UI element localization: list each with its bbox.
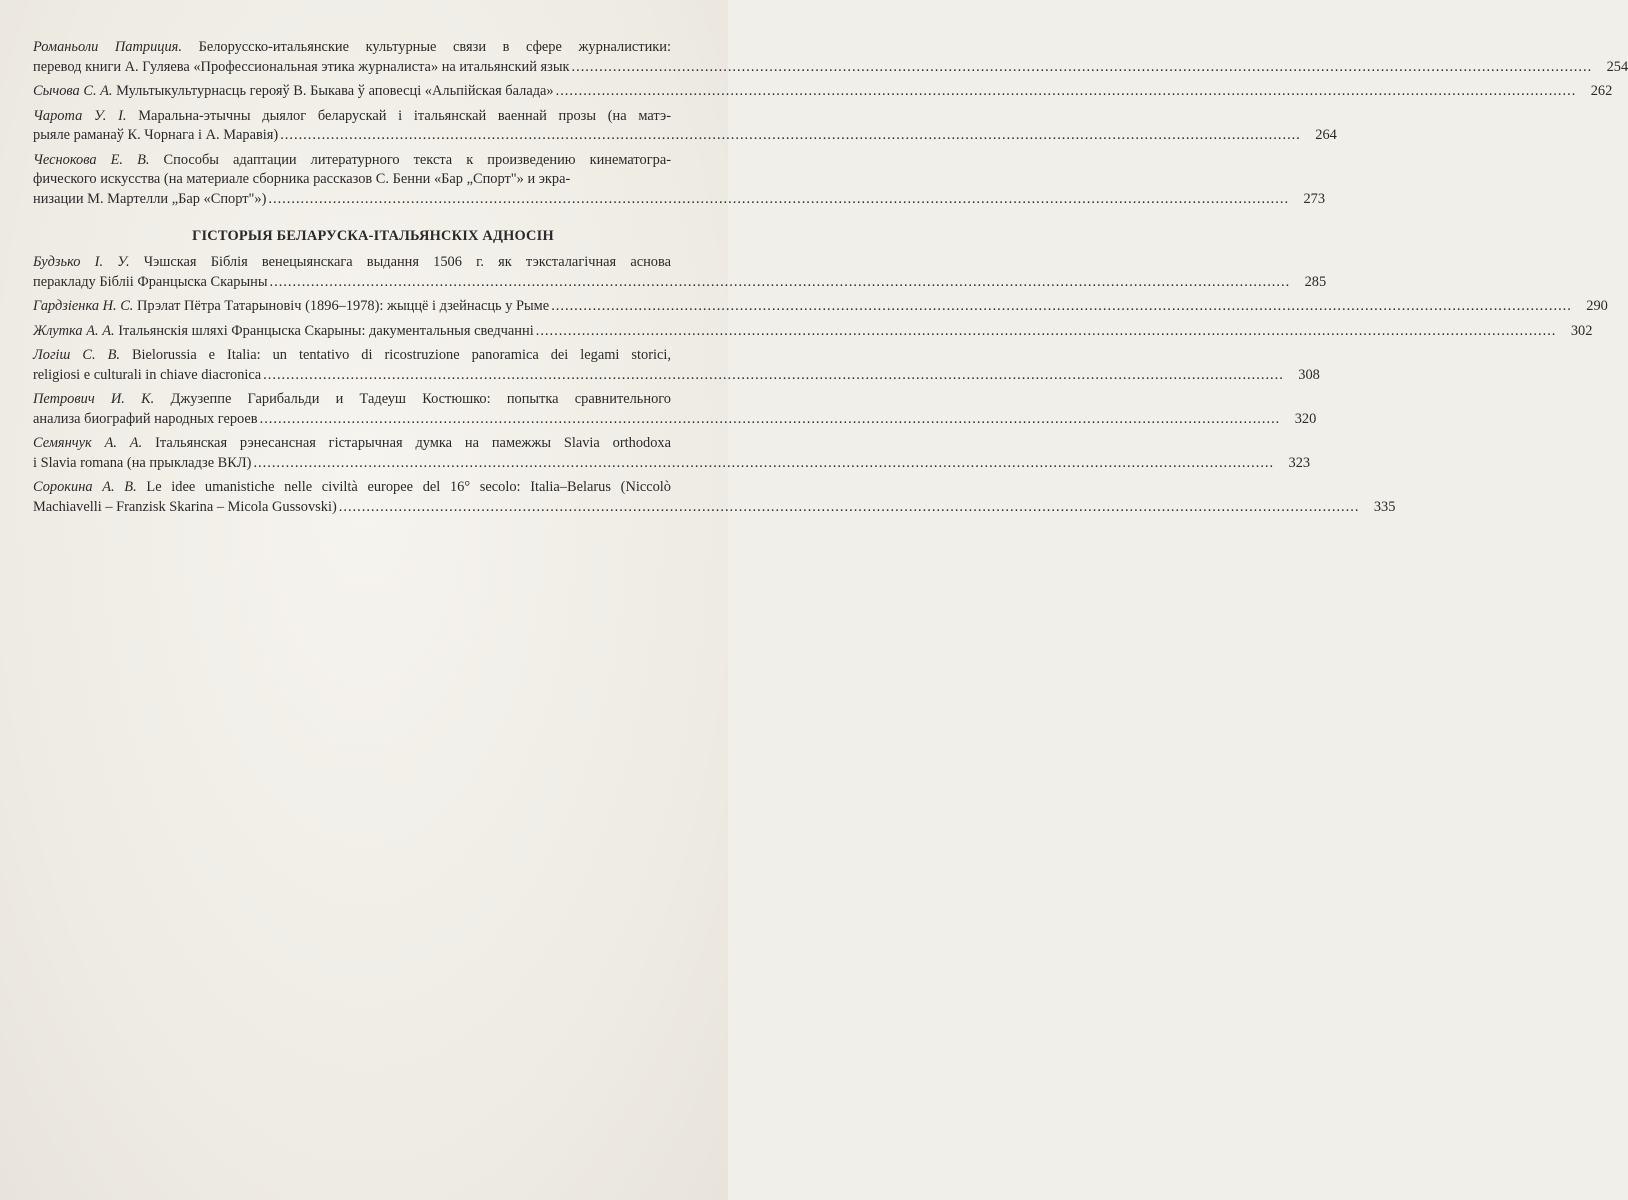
entry-title-end bbox=[33, 297, 549, 317]
entry-title-line bbox=[33, 38, 671, 58]
entry-title-text: Прэлат Пётра Татарыновіч (1896–1978): жыццё і дзейнасць у Рыме bbox=[137, 298, 550, 314]
toc-entry bbox=[33, 297, 1608, 317]
entry-title-text: Джузеппе Гарибальди и Тадеуш Костюшко: попытка сравнительного bbox=[170, 391, 671, 407]
entry-title-line bbox=[33, 478, 671, 498]
entry-title-text: Способы адаптации литературного текста к произведению кинематогра- bbox=[163, 151, 671, 168]
entry-title-text: анализа биографий народных героев bbox=[33, 410, 258, 427]
toc-entry bbox=[33, 253, 1327, 292]
entry-last-line bbox=[33, 366, 1320, 386]
entry-title-text: Bielorussia e Italia: un tentativo di ricostruzione panoramica dei legami storici, bbox=[131, 347, 671, 363]
entry-last-line bbox=[33, 410, 1317, 430]
entry-last-line bbox=[33, 454, 1311, 474]
entry-last-line bbox=[33, 322, 1593, 342]
leader-dots bbox=[263, 366, 1284, 386]
entry-title-line bbox=[33, 390, 671, 410]
entry-title-line bbox=[33, 253, 671, 273]
entry-author: Сорокина А. В. bbox=[33, 479, 137, 495]
entry-last-line bbox=[33, 58, 1628, 78]
toc-entry bbox=[33, 151, 1326, 210]
entry-title-end bbox=[33, 454, 251, 474]
page-number: 262 bbox=[1590, 83, 1613, 99]
toc-entry bbox=[33, 107, 1337, 146]
entry-title-text: Белорусско-итальянские культурные связи в сфере журналистики: bbox=[198, 39, 671, 55]
page-number: 254 bbox=[1606, 58, 1628, 75]
entry-author: Сычова С. А. bbox=[33, 83, 113, 99]
entry-title-line bbox=[33, 170, 671, 190]
entry-title-text: фического искусства (на материале сборника рассказов С. Бенни «Бар „Спорт"» и экра- bbox=[33, 171, 571, 187]
leader-dots bbox=[536, 322, 1557, 342]
entry-title-end bbox=[33, 190, 266, 210]
entry-title-end bbox=[33, 366, 261, 386]
toc-entry bbox=[33, 478, 1396, 517]
entry-title-text: рыяле раманаў К. Чорнага і А. Маравія) bbox=[33, 127, 279, 143]
entry-title-line bbox=[33, 151, 671, 171]
leader-dots bbox=[280, 126, 1301, 146]
toc-entry bbox=[33, 346, 1320, 385]
toc-entry bbox=[33, 434, 1311, 473]
entry-last-line bbox=[33, 273, 1327, 293]
entry-author: Петрович И. К. bbox=[33, 391, 155, 407]
entry-title-text: Італьянская рэнесансная гістарычная думка на памежжы Slavia orthodoxa bbox=[155, 435, 671, 451]
entry-author: Чарота У. І. bbox=[33, 107, 127, 124]
entry-title-end bbox=[33, 82, 554, 102]
page-number: 264 bbox=[1315, 127, 1337, 143]
entry-title-text: і Slavia romana (на прыкладзе ВКЛ) bbox=[33, 454, 252, 471]
entry-author: Гардзіенка Н. С. bbox=[33, 298, 134, 314]
entry-title-text: Чэшская Біблія венецыянскага выдання 1506 г. як тэксталагічная аснова bbox=[143, 254, 671, 270]
entry-title-text: перевод книги А. Гуляева «Профессиональная этика журналиста» на итальянский язык bbox=[33, 58, 570, 75]
entry-title-text: перакладу Бібліі Францыска Скарыны bbox=[33, 273, 268, 290]
toc-entry bbox=[33, 38, 1628, 77]
entry-title-text: Мультыкультурнасць герояў В. Быкава ў аповесці «Альпійская балада» bbox=[116, 83, 554, 99]
entry-title-text: religiosi e culturali in chiave diacronica bbox=[33, 366, 262, 383]
entry-title-text: Маральна-этычны дыялог беларускай і італьянскай ваеннай прозы (на матэ- bbox=[138, 107, 671, 124]
page-number: 273 bbox=[1303, 190, 1326, 207]
entry-title-end bbox=[33, 410, 258, 430]
entry-title-end bbox=[33, 322, 534, 342]
entry-last-line bbox=[33, 297, 1608, 317]
leader-dots bbox=[572, 58, 1593, 78]
entry-title-text: Machiavelli – Franzisk Skarina – Micola Gussovski) bbox=[33, 498, 337, 515]
leader-dots bbox=[339, 498, 1360, 518]
entry-title-end bbox=[33, 126, 278, 146]
entry-author: Романьоли Патриция. bbox=[33, 39, 182, 55]
entry-title-text: низации М. Мартелли „Бар «Спорт"») bbox=[33, 190, 267, 207]
toc-entry bbox=[33, 390, 1317, 429]
entry-title-text: Le idee umanistiche nelle civiltà europee del 16° secolo: Italia–Belarus (Niccolò bbox=[146, 479, 671, 495]
leader-dots bbox=[556, 82, 1577, 102]
leader-dots bbox=[253, 454, 1274, 474]
entry-title-end bbox=[33, 273, 268, 293]
entry-title-end bbox=[33, 498, 337, 518]
entry-last-line bbox=[33, 498, 1396, 518]
table-of-contents bbox=[33, 38, 1628, 522]
page-number: 290 bbox=[1586, 298, 1608, 314]
page-number: 320 bbox=[1294, 410, 1317, 427]
page-number: 323 bbox=[1288, 454, 1311, 471]
entry-title-text: Італьянскія шляхі Францыска Скарыны: дакументальныя сведчанні bbox=[118, 322, 534, 339]
toc-entries-bottom bbox=[33, 253, 1608, 517]
page-number: 302 bbox=[1570, 322, 1593, 339]
entry-title-line bbox=[33, 107, 671, 127]
page-number: 335 bbox=[1373, 498, 1396, 515]
entry-author: Будзько І. У. bbox=[33, 254, 130, 270]
entry-title-line bbox=[33, 434, 671, 454]
entry-last-line bbox=[33, 82, 1613, 102]
entry-last-line bbox=[33, 190, 1326, 210]
entry-author: Семянчук А. А. bbox=[33, 435, 143, 451]
entry-author: Чеснокова Е. В. bbox=[33, 151, 150, 168]
page-number: 308 bbox=[1298, 366, 1320, 383]
toc-entry bbox=[33, 322, 1593, 342]
toc-entry bbox=[33, 82, 1613, 102]
leader-dots bbox=[268, 190, 1289, 210]
leader-dots bbox=[260, 410, 1281, 430]
entry-author: Логіш С. В. bbox=[33, 347, 120, 363]
entry-author: Жлутка А. А. bbox=[33, 322, 115, 339]
entry-title-line bbox=[33, 346, 671, 366]
leader-dots bbox=[551, 297, 1572, 317]
page-number: 285 bbox=[1304, 273, 1327, 290]
entry-last-line bbox=[33, 126, 1337, 146]
toc-entries-top bbox=[33, 38, 1628, 209]
section-heading: ГІСТОРЫЯ БЕЛАРУСКА-ІТАЛЬЯНСКІХ АДНОСІН bbox=[192, 228, 554, 244]
entry-title-end bbox=[33, 58, 570, 78]
leader-dots bbox=[270, 273, 1291, 293]
